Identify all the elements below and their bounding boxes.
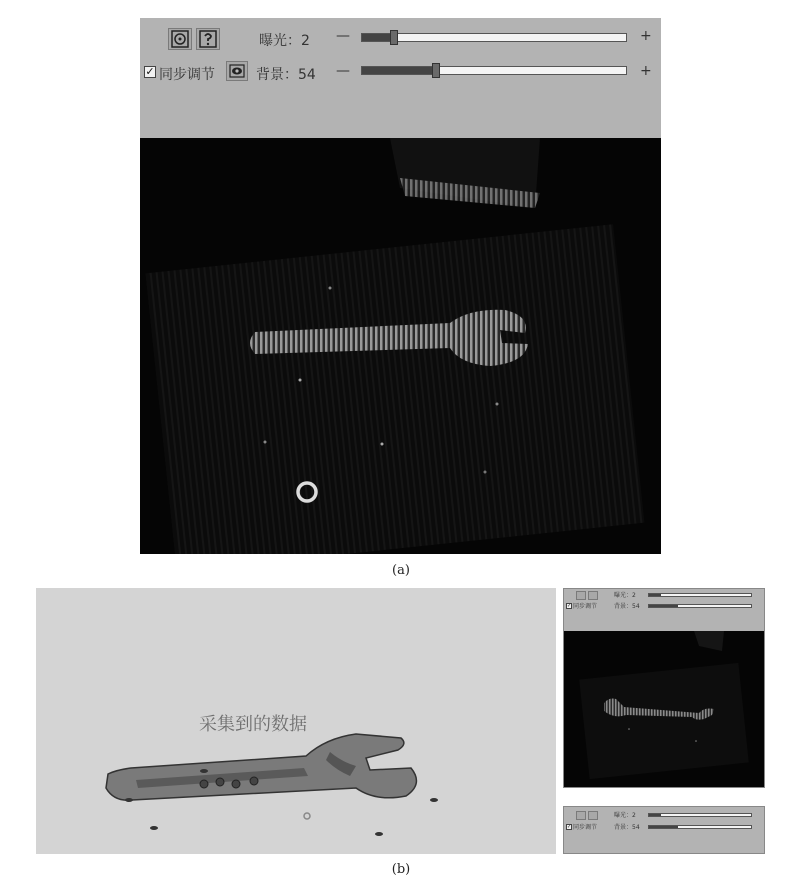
- camera-controls: [140, 18, 661, 138]
- mini-background-label: 背景：54: [614, 603, 640, 610]
- mini-background-fill-2: [649, 826, 678, 828]
- background-slider-fill: [362, 67, 436, 74]
- mini-exposure-label-2: 曝光：2: [614, 812, 636, 819]
- mini-background-label-2: 背景：54: [614, 824, 640, 831]
- camera-image: [140, 138, 661, 554]
- caption-a: (a): [392, 563, 410, 578]
- mini-sync-checkbox-2[interactable]: ✓: [567, 824, 572, 830]
- exposure-increase-button[interactable]: +: [640, 28, 652, 44]
- help-icon[interactable]: [196, 28, 220, 50]
- mini-sync-label-2: 同步调节: [573, 824, 598, 831]
- sync-checkbox[interactable]: ✓: [145, 65, 155, 78]
- background-increase-button[interactable]: +: [640, 63, 652, 79]
- mini-exposure-fill: [649, 594, 661, 596]
- exposure-slider-thumb[interactable]: [390, 30, 398, 45]
- mini-camera-image: [564, 631, 764, 787]
- caption-b: (b): [391, 862, 411, 877]
- mini-exposure-slider-2[interactable]: [648, 813, 752, 817]
- exposure-label: 曝光：2: [259, 33, 310, 49]
- mini-camera-controls-bottom: [563, 806, 765, 854]
- mini-wrench-fringe-image: [564, 631, 764, 787]
- background-slider[interactable]: [361, 66, 627, 75]
- view-title: 采集到的数据: [199, 714, 307, 735]
- mini-background-fill: [649, 605, 678, 607]
- mini-camera-controls: [564, 589, 764, 631]
- mini-target-icon[interactable]: [576, 591, 586, 600]
- mini-help-icon-2[interactable]: [588, 811, 598, 820]
- exposure-decrease-button[interactable]: —: [336, 28, 350, 44]
- mini-background-slider[interactable]: [648, 604, 752, 608]
- target-icon[interactable]: [168, 28, 192, 50]
- mini-exposure-slider[interactable]: [648, 593, 752, 597]
- mini-exposure-label: 曝光：2: [614, 592, 636, 599]
- mini-background-slider-2[interactable]: [648, 825, 752, 829]
- background-label: 背景：54: [256, 67, 316, 83]
- mini-camera-panel: [563, 588, 765, 788]
- background-slider-thumb[interactable]: [432, 63, 440, 78]
- wrench-fringe-image: [140, 138, 661, 554]
- mini-help-icon[interactable]: [588, 591, 598, 600]
- background-decrease-button[interactable]: —: [336, 63, 350, 79]
- exposure-slider[interactable]: [361, 33, 627, 42]
- mini-target-icon-2[interactable]: [576, 811, 586, 820]
- sync-label: 同步调节: [159, 67, 215, 83]
- mini-exposure-fill-2: [649, 814, 661, 816]
- camera-panel-a: [140, 18, 661, 554]
- mini-sync-label: 同步调节: [573, 603, 598, 610]
- eye-icon[interactable]: [226, 61, 248, 81]
- mini-sync-checkbox[interactable]: ✓: [567, 603, 572, 609]
